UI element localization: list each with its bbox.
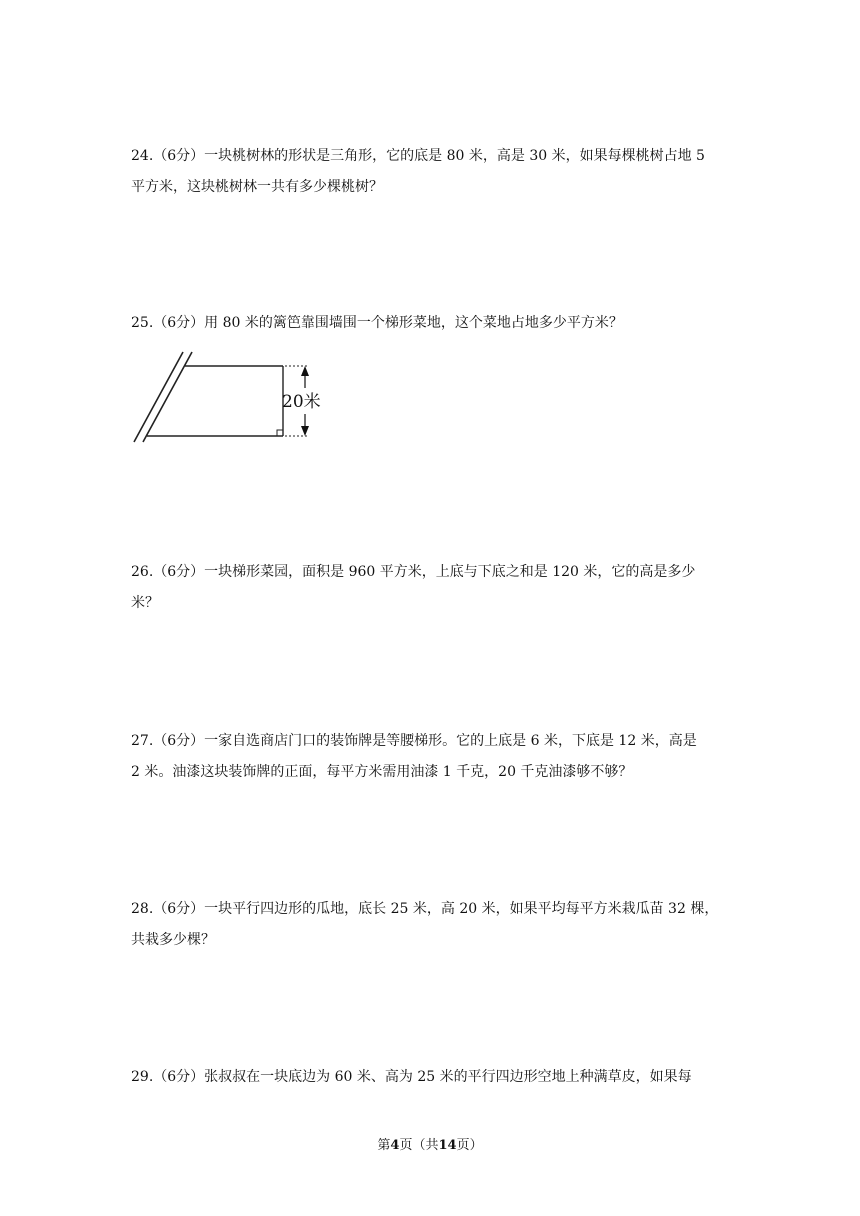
question-27-line-2: 2 米。油漆这块装饰牌的正面，每平方米需用油漆 1 千克，20 千克油漆够不够？: [131, 764, 633, 780]
question-29-number: 29.: [131, 1069, 154, 1085]
question-27: [131, 726, 731, 788]
question-26-line-2: 米？: [131, 595, 159, 611]
question-27-number: 27.: [131, 733, 154, 749]
question-24-line-1: 24.（6分）一块桃树林的形状是三角形，它的底是 80 米，高是 30 米，如果每棵桃树占地 5: [131, 148, 705, 164]
question-25-line-1: 25.（6分）用 80 米的篱笆靠围墙围一个梯形菜地，这个菜地占地多少平方米？: [131, 315, 623, 331]
question-26-number: 26.: [131, 564, 154, 580]
question-26: [131, 557, 731, 619]
question-28: [131, 894, 731, 956]
question-29-line-1: 29.（6分）张叔叔在一块底边为 60 米、高为 25 米的平行四边形空地上种满草皮，如果每: [131, 1069, 692, 1085]
question-24-line-2: 平方米，这块桃树林一共有多少棵桃树？: [131, 179, 383, 195]
question-24-number: 24.: [131, 148, 154, 164]
question-25: [131, 308, 731, 339]
current-page-number: 4: [390, 1138, 400, 1153]
total-pages: 14: [438, 1138, 457, 1153]
wall-line-outer: [134, 352, 183, 442]
question-28-number: 28.: [131, 901, 154, 917]
question-25-number: 25.: [131, 315, 154, 331]
arrow-up-icon: [301, 366, 309, 376]
question-28-line-2: 共栽多少棵？: [131, 932, 215, 948]
question-27-line-1: 27.（6分）一家自选商店门口的装饰牌是等腰梯形。它的上底是 6 米，下底是 12 米，高是: [131, 733, 697, 749]
question-28-line-1: 28.（6分）一块平行四边形的瓜地，底长 25 米，高 20 米，如果平均每平方米栽瓜苗 32 棵，: [131, 901, 719, 917]
question-29: [131, 1062, 731, 1093]
trapezoid-figure: [128, 348, 328, 448]
arrow-down-icon: [301, 426, 309, 436]
question-24: [131, 141, 731, 203]
height-label: 20米: [282, 392, 321, 412]
right-angle-mark: [277, 430, 283, 436]
question-26-line-1: 26.（6分）一块梯形菜园，面积是 960 平方米，上底与下底之和是 120 米，它的高是多少: [131, 564, 696, 580]
page-footer: 第4页（共14页）: [377, 1138, 483, 1153]
wall-line-inner: [143, 352, 192, 442]
